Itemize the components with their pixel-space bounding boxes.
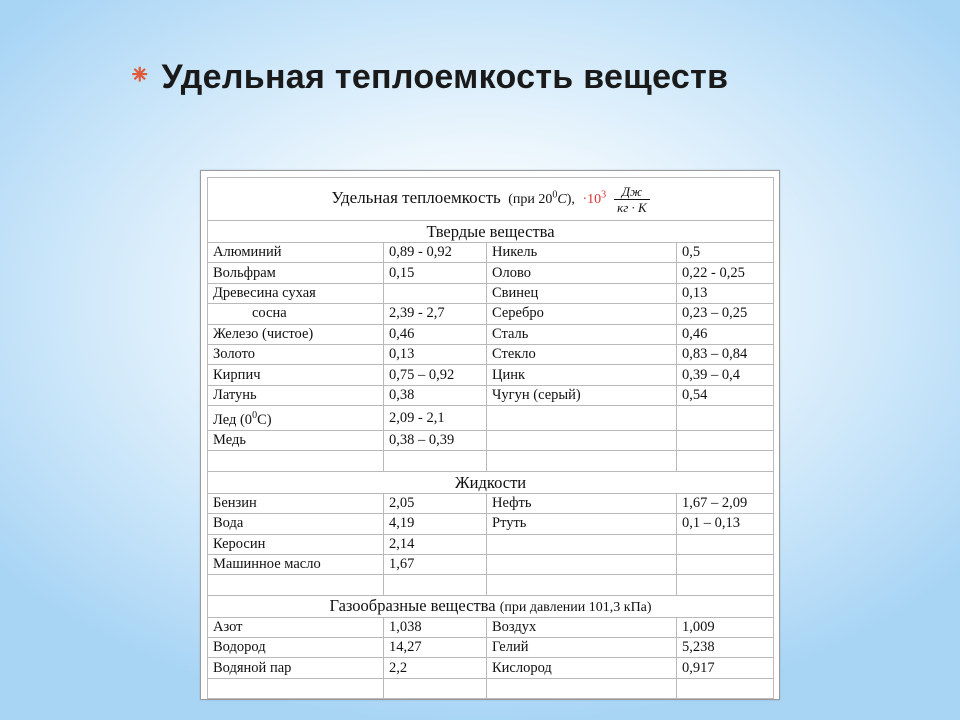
- table-header-row: [208, 178, 774, 221]
- table-cell: 5,238: [677, 638, 774, 658]
- table-cell: Гелий: [487, 638, 677, 658]
- unit-numerator: Дж: [614, 184, 650, 200]
- section-title-gases: [208, 595, 774, 617]
- table-cell: 2,2: [384, 658, 487, 678]
- table-cell: [487, 534, 677, 554]
- table-cell: 0,13: [384, 344, 487, 364]
- heat-capacity-table: [207, 177, 774, 699]
- table-row: [208, 344, 774, 364]
- table-row: [208, 243, 774, 263]
- table-cell: [208, 575, 384, 595]
- table-row: [208, 263, 774, 283]
- table-cell: Керосин: [208, 534, 384, 554]
- table-cell: 0,38 – 0,39: [384, 430, 487, 450]
- section-row-gases: [208, 595, 774, 617]
- table-cell: [384, 451, 487, 471]
- section-row-solids: [208, 221, 774, 243]
- table-cell: Кирпич: [208, 365, 384, 385]
- table-cell: 0,22 - 0,25: [677, 263, 774, 283]
- section-title-gases-text: Газообразные вещества: [329, 595, 496, 615]
- section-title-liquids-text: Жидкости: [454, 472, 527, 492]
- table-cell: 0,83 – 0,84: [677, 344, 774, 364]
- table-cell: [677, 430, 774, 450]
- table-cell: Цинк: [487, 365, 677, 385]
- multiplier-prefix: ·10: [582, 191, 602, 207]
- table-cell: [208, 406, 384, 431]
- ice-label: Лед (0: [213, 411, 253, 428]
- table-cell: [487, 575, 677, 595]
- bullet-icon: ⁕: [128, 57, 152, 91]
- table-cell: Кислород: [487, 658, 677, 678]
- condition-unit: C: [557, 191, 567, 207]
- table-cell: 0,15: [384, 263, 487, 283]
- table-cell: [677, 575, 774, 595]
- table-cell: Воздух: [487, 617, 677, 637]
- table-row: [208, 451, 774, 471]
- table-cell: 0,39 – 0,4: [677, 365, 774, 385]
- table-cell: Медь: [208, 430, 384, 450]
- table-cell: Бензин: [208, 493, 384, 513]
- condition-suffix: ),: [566, 191, 575, 207]
- table-cell: [487, 554, 677, 574]
- table-cell: [677, 534, 774, 554]
- table-cell: [384, 678, 487, 698]
- multiplier-sup: 3: [601, 189, 607, 201]
- table-cell: [208, 451, 384, 471]
- table-row: [208, 534, 774, 554]
- table-row: [208, 575, 774, 595]
- table-cell: 2,14: [384, 534, 487, 554]
- ice-sup: 0: [252, 410, 258, 422]
- table-cell: Свинец: [487, 283, 677, 303]
- table-cell: 14,27: [384, 638, 487, 658]
- unit-fraction: [614, 184, 650, 215]
- table-cell: сосна: [208, 304, 384, 324]
- table-cell: Нефть: [487, 493, 677, 513]
- table-cell: Сталь: [487, 324, 677, 344]
- table-cell: Машинное масло: [208, 554, 384, 574]
- table-cell: 0,1 – 0,13: [677, 514, 774, 534]
- table-cell: Стекло: [487, 344, 677, 364]
- table-row: [208, 385, 774, 405]
- condition-sup: 0: [552, 189, 558, 201]
- table-cell: 0,5: [677, 243, 774, 263]
- table-cell: 2,05: [384, 493, 487, 513]
- table-cell: 0,89 - 0,92: [384, 243, 487, 263]
- table-cell: 1,67 – 2,09: [677, 493, 774, 513]
- table-cell: [384, 283, 487, 303]
- table-cell: 0,13: [677, 283, 774, 303]
- table-cell: [677, 451, 774, 471]
- table-cell: [384, 575, 487, 595]
- section-title-liquids: [208, 471, 774, 493]
- table-cell: 0,75 – 0,92: [384, 365, 487, 385]
- table-row: [208, 658, 774, 678]
- table-cell: 2,09 - 2,1: [384, 406, 487, 431]
- table-row: [208, 493, 774, 513]
- table-cell: 0,23 – 0,25: [677, 304, 774, 324]
- table-cell: Алюминий: [208, 243, 384, 263]
- table-cell: Азот: [208, 617, 384, 637]
- table-cell: Чугун (серый): [487, 385, 677, 405]
- table-cell: 0,46: [677, 324, 774, 344]
- heat-capacity-table-image: [200, 170, 780, 700]
- table-cell: 0,38: [384, 385, 487, 405]
- table-cell: 2,39 - 2,7: [384, 304, 487, 324]
- table-cell: 0,917: [677, 658, 774, 678]
- table-row: [208, 638, 774, 658]
- ice-suffix: С): [257, 411, 272, 428]
- table-cell: Водяной пар: [208, 658, 384, 678]
- table-cell: 1,67: [384, 554, 487, 574]
- table-row: [208, 430, 774, 450]
- table-cell: [677, 406, 774, 431]
- slide-title: [128, 52, 928, 102]
- table-cell: Золото: [208, 344, 384, 364]
- table-header-cell: [208, 178, 774, 221]
- table-cell: [487, 451, 677, 471]
- table-row: [208, 514, 774, 534]
- table-header-title: Удельная теплоемкость: [331, 187, 501, 207]
- table-cell: Древесина сухая: [208, 283, 384, 303]
- table-row: [208, 617, 774, 637]
- table-row: [208, 406, 774, 431]
- table-cell: 1,038: [384, 617, 487, 637]
- table-row: [208, 365, 774, 385]
- table-cell: Железо (чистое): [208, 324, 384, 344]
- table-cell: 1,009: [677, 617, 774, 637]
- table-cell: 4,19: [384, 514, 487, 534]
- table-cell: Латунь: [208, 385, 384, 405]
- table-cell: 0,46: [384, 324, 487, 344]
- table-row: [208, 304, 774, 324]
- table-cell: Водород: [208, 638, 384, 658]
- table-cell: 0,54: [677, 385, 774, 405]
- table-cell: [677, 678, 774, 698]
- table-row: [208, 678, 774, 698]
- table-row: [208, 324, 774, 344]
- section-title-solids: Твердые вещества: [208, 221, 774, 243]
- table-cell: [487, 430, 677, 450]
- unit-denominator: кг · К: [617, 199, 647, 215]
- table-cell: Вода: [208, 514, 384, 534]
- slide-title-text: Удельная теплоемкость веществ: [161, 57, 729, 96]
- table-row: [208, 283, 774, 303]
- table-cell: [487, 406, 677, 431]
- table-cell: Олово: [487, 263, 677, 283]
- table-cell: [487, 678, 677, 698]
- table-cell: [208, 678, 384, 698]
- table-cell: Серебро: [487, 304, 677, 324]
- table-cell: Ртуть: [487, 514, 677, 534]
- table-cell: Вольфрам: [208, 263, 384, 283]
- table-cell: Никель: [487, 243, 677, 263]
- section-row-liquids: [208, 471, 774, 493]
- table-cell: [677, 554, 774, 574]
- table-row: [208, 554, 774, 574]
- condition-prefix: (при 20: [508, 191, 553, 207]
- gases-condition: (при давлении 101,3 кПа): [499, 599, 652, 615]
